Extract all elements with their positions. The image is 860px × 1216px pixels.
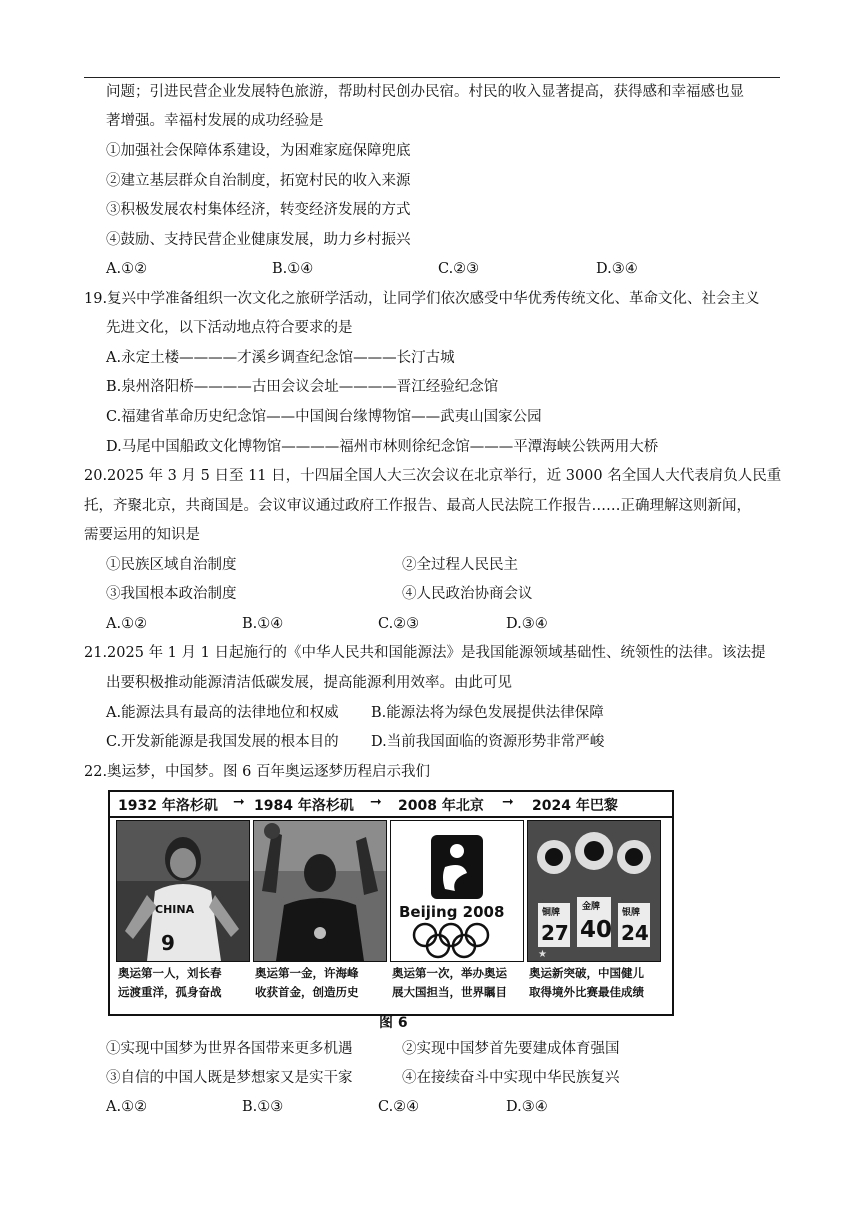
caption-line: 收获首金，创造历史 [255,985,359,999]
panel-paris-medals [527,820,661,962]
olympic-rings-icon [391,921,523,961]
q18-item-3: ③积极发展农村集体经济，转变经济发展的方式 [106,202,411,218]
medal-count-bronze: 27 [541,921,569,945]
q18-option-c[interactable]: C.②③ [438,261,480,277]
q22-stem: 22.奥运梦，中国梦。图 6 百年奥运逐梦历程启示我们 [84,764,431,780]
q18-item-4: ④鼓励、支持民营企业健康发展，助力乡村振兴 [106,232,411,248]
q21-option-c[interactable]: C.开发新能源是我国发展的根本目的 [106,734,339,750]
caption-1984 [255,964,391,1002]
q19-option-a[interactable]: A.永定土楼————才溪乡调查纪念馆———长汀古城 [106,350,455,366]
panel-beijing-logo [390,820,524,962]
caption-line: 远渡重洋，孤身奋战 [118,985,222,999]
caption-line: 奥运第一人，刘长春 [118,966,222,980]
medal-label-gold: 金牌 [582,902,601,912]
q20-stem-line1: 20.2025 年 3 月 5 日至 11 日，十四届全国人大三次会议在北京举行，近 3000 名全国人大代表肩负人民重 [84,468,782,484]
q18-item-2: ②建立基层群众自治制度，拓宽村民的收入来源 [106,173,411,189]
q21-option-b[interactable]: B.能源法将为绿色发展提供法律保障 [371,705,604,721]
q22-item-2: ②实现中国梦首先要建成体育强国 [402,1041,620,1057]
q22-item-4: ④在接续奋斗中实现中华民族复兴 [402,1070,620,1086]
q18-option-b[interactable]: B.①④ [272,261,314,277]
q20-item-2: ②全过程人民民主 [402,557,518,573]
svg-text:★: ★ [538,949,547,960]
q21-option-a[interactable]: A.能源法具有最高的法律地位和权威 [106,705,339,721]
q20-option-d[interactable]: D.③④ [506,616,548,632]
caption-line: 奥运新突破，中国健儿 [529,966,644,980]
q22-option-c[interactable]: C.②④ [378,1099,420,1115]
q20-item-1: ①民族区域自治制度 [106,557,237,573]
runner-photo [117,821,249,961]
q22-option-a[interactable]: A.①② [106,1099,148,1115]
q20-stem-line3: 需要运用的知识是 [84,527,200,543]
q19-option-d[interactable]: D.马尾中国船政文化博物馆————福州市林则徐纪念馆———平潭海峡公铁两用大桥 [106,439,659,455]
q22-option-b[interactable]: B.①③ [242,1099,284,1115]
q19-option-b[interactable]: B.泉州洛阳桥————古田会议会址————晋江经验纪念馆 [106,379,499,395]
bib-text: CHINA [155,903,195,916]
figure-header [110,792,672,818]
caption-line: 取得境外比赛最佳成绩 [529,985,644,999]
header-1984: 1984 年洛杉矶 [254,798,354,814]
caption-line: 奥运第一金，许海峰 [255,966,359,980]
q18-stem-line1: 问题；引进民营企业发展特色旅游，帮助村民创办民宿。村民的收入显著提高，获得感和幸福感也显 [106,84,744,100]
q20-option-c[interactable]: C.②③ [378,616,420,632]
q21-stem-line1: 21.2025 年 1 月 1 日起施行的《中华人民共和国能源法》是我国能源领域基础性、统领性的法律。该法提 [84,645,766,661]
q19-stem-line2: 先进文化，以下活动地点符合要求的是 [106,320,353,336]
medal-count-gold: 40 [580,917,613,943]
header-1932: 1932 年洛杉矶 [118,798,218,814]
beijing-2008-text: Beijing 2008 [399,903,505,921]
arrow-icon: ➞ [233,794,245,810]
q20-stem-line2: 托，齐聚北京，共商国是。会议审议通过政府工作报告、最高人民法院工作报告……正确理解这则新闻， [84,498,751,514]
q19-stem-line1: 19.复兴中学准备组织一次文化之旅研学活动，让同学们依次感受中华优秀传统文化、革命文化、社会主义 [84,291,760,307]
caption-line: 展大国担当，世界瞩目 [392,985,507,999]
bib-number: 9 [161,931,175,955]
header-2024: 2024 年巴黎 [532,798,618,814]
q22-option-d[interactable]: D.③④ [506,1099,548,1115]
caption-1932 [118,964,254,1002]
medal-label-bronze: 铜牌 [542,908,561,918]
q20-item-4: ④人民政治协商会议 [402,586,533,602]
q21-stem-line2: 出要积极推动能源清洁低碳发展，提高能源利用效率。由此可见 [106,675,512,691]
q20-option-b[interactable]: B.①④ [242,616,284,632]
panel-shooter-photo [253,820,387,962]
medal-label-silver: 银牌 [622,908,641,918]
panel-runner-photo [116,820,250,962]
arrow-icon: ➞ [502,794,514,810]
q22-item-1: ①实现中国梦为世界各国带来更多机遇 [106,1041,353,1057]
medal-count-silver: 24 [621,921,649,945]
q21-option-d[interactable]: D.当前我国面临的资源形势非常严峻 [371,734,605,750]
q18-item-1: ①加强社会保障体系建设，为困难家庭保障兜底 [106,143,411,159]
q20-option-a[interactable]: A.①② [106,616,148,632]
olympic-figure [108,790,674,1016]
top-rule [84,77,780,78]
q19-option-c[interactable]: C.福建省革命历史纪念馆——中国闽台缘博物馆——武夷山国家公园 [106,409,542,425]
caption-2008 [392,964,528,1002]
arrow-icon: ➞ [370,794,382,810]
q18-stem-line2: 著增强。幸福村发展的成功经验是 [106,113,324,129]
caption-line: 奥运第一次，举办奥运 [392,966,507,980]
q18-option-d[interactable]: D.③④ [596,261,638,277]
q22-item-3: ③自信的中国人既是梦想家又是实干家 [106,1070,353,1086]
header-2008: 2008 年北京 [398,798,484,814]
shooter-photo [254,821,386,961]
q20-item-3: ③我国根本政治制度 [106,586,237,602]
figure-label: 图 6 [379,1015,408,1031]
q18-option-a[interactable]: A.①② [106,261,148,277]
caption-2024 [529,964,665,1002]
